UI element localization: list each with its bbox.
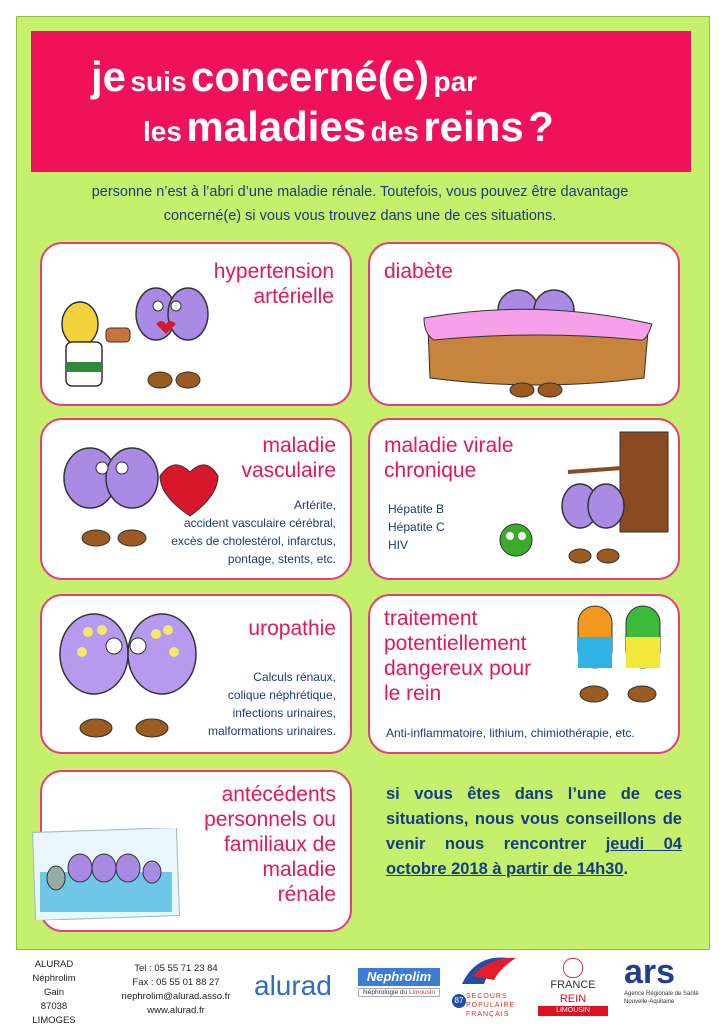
card-uropathie bbox=[40, 594, 352, 754]
card-title: hypertension artérielle bbox=[213, 260, 334, 308]
title-banner bbox=[31, 31, 691, 172]
invitation-text: si vous êtes dans l’une de ces situations, nous vous conseillons de venir nous rencontrer jeudi 04 octobre 2018 à partir de 14h30. bbox=[386, 785, 682, 878]
card-traitement bbox=[368, 594, 680, 754]
website-link[interactable]: www.alurad.fr bbox=[147, 1005, 205, 1016]
card-description: Anti-inflammatoire, lithium, chimiothérapie, etc. bbox=[386, 726, 635, 740]
intro-text: personne n’est à l’abri d’une maladie rénale. Toutefois, vous pouvez être davantage concerné(e) si vous vous trouvez dans une de ces situations. bbox=[91, 184, 629, 224]
title-line-2: les maladies des reins ? bbox=[143, 103, 554, 150]
card-hypertension bbox=[40, 242, 352, 406]
card-vasculaire bbox=[40, 418, 352, 580]
ars-logo: ars Agence Régionale de Santé Nouvelle-Aquitaine bbox=[624, 953, 699, 1005]
card-title: maladie virale chronique bbox=[384, 434, 514, 482]
title-line-1: je suis concerné(e) par bbox=[91, 53, 478, 100]
card-diabete bbox=[368, 242, 680, 406]
card-description: Artérite, accident vasculaire cérébral, excès de cholestérol, infarctus, pontage, stents, etc. bbox=[171, 498, 336, 566]
kidney-pills-illustration bbox=[566, 602, 676, 716]
address-block: ALURAD Néphrolim Gain 87038 LIMOGES bbox=[32, 959, 76, 1026]
family-photo-illustration bbox=[32, 828, 180, 920]
kidney-nurse-illustration bbox=[48, 284, 228, 402]
kidney-cake-illustration bbox=[418, 288, 658, 400]
card-title: uropathie bbox=[248, 617, 336, 640]
alurad-logo: alurad bbox=[254, 970, 332, 1001]
contact-block: Tel : 05 55 71 23 84 Fax : 05 55 01 88 27 nephrolim@alurad.asso.fr www.alurad.fr bbox=[121, 963, 231, 1016]
secours-populaire-logo: 87 SECOURS POPULAIRE FRANÇAIS bbox=[452, 954, 526, 1020]
kidney-virus-illustration bbox=[488, 428, 680, 578]
card-title: antécédents personnels ou familiaux de maladie rénale bbox=[204, 783, 336, 906]
france-rein-logo: FRANCE REIN LIMOUSIN bbox=[538, 958, 608, 1016]
card-title: maladie vasculaire bbox=[241, 434, 336, 482]
email-link[interactable]: nephrolim@alurad.asso.fr bbox=[121, 991, 231, 1002]
card-title: diabète bbox=[384, 260, 453, 283]
card-description: Hépatite B Hépatite C HIV bbox=[388, 502, 445, 552]
footer bbox=[0, 952, 724, 1024]
card-description: Calculs rénaux, colique néphrétique, infections urinaires, malformations urinaires. bbox=[207, 670, 336, 738]
nephrolim-logo: Nephrolim Néphrologie du Limousin bbox=[358, 968, 440, 997]
card-virale bbox=[368, 418, 680, 580]
card-title: traitement potentiellement dangereux pour le rein bbox=[384, 607, 532, 705]
